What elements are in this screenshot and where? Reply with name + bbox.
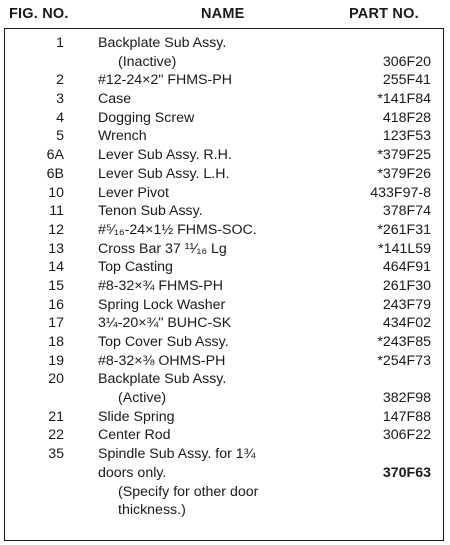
table-row	[0, 54, 450, 73]
part-number: *243F85	[377, 334, 431, 350]
part-number: 370F63	[382, 464, 431, 481]
table-row	[0, 128, 450, 147]
part-name: Lever Pivot	[98, 184, 169, 201]
fig-number: 21	[48, 408, 64, 425]
table-row	[0, 278, 450, 297]
part-number: 261F30	[382, 277, 431, 294]
table-row	[0, 222, 450, 241]
part-name: Wrench	[98, 128, 147, 145]
table-row	[0, 35, 450, 54]
table-row	[0, 465, 450, 484]
part-number: 306F22	[382, 427, 431, 444]
fig-number: 5	[56, 128, 64, 145]
table-row	[0, 427, 450, 446]
part-number: *379F25	[377, 147, 431, 164]
part-number: 464F91	[382, 259, 431, 276]
part-number: *261F31	[377, 221, 431, 238]
part-name: doors only.	[98, 464, 167, 481]
part-name: Backplate Sub Assy.	[98, 35, 227, 51]
part-name: #8-32×¾ FHMS-PH	[98, 277, 223, 294]
part-number: 434F02	[382, 315, 431, 332]
fig-number: 14	[48, 259, 64, 276]
fig-number: 2	[56, 72, 64, 89]
part-number: *141L59	[378, 240, 431, 257]
part-number: 382F98	[382, 390, 431, 407]
fig-number: 15	[48, 277, 64, 294]
fig-number: 13	[48, 240, 64, 257]
table-row	[0, 334, 450, 353]
part-name: Backplate Sub Assy.	[98, 371, 227, 388]
part-number: 243F79	[382, 296, 431, 313]
part-number: *379F26	[377, 165, 431, 182]
part-name: Center Rod	[98, 427, 171, 444]
fig-number: 10	[48, 184, 64, 201]
part-name: (Inactive)	[118, 53, 177, 70]
part-number: *254F73	[377, 352, 431, 369]
table-row	[0, 297, 450, 316]
table-row	[0, 72, 450, 91]
table-row	[0, 91, 450, 110]
part-name: Top Cover Sub Assy.	[98, 334, 229, 350]
header-part-no: PART NO.	[349, 6, 419, 22]
table-row	[0, 185, 450, 204]
table-row	[0, 390, 450, 409]
part-number: 418F28	[382, 109, 431, 126]
table-row	[0, 315, 450, 334]
fig-number: 3	[56, 91, 64, 108]
part-number: 147F88	[382, 408, 431, 425]
table-row	[0, 259, 450, 278]
fig-number: 18	[48, 334, 64, 350]
header-name: NAME	[201, 6, 245, 22]
part-name: Lever Sub Assy. R.H.	[98, 147, 232, 164]
table-row	[0, 484, 450, 503]
table-row	[0, 147, 450, 166]
part-name: Tenon Sub Assy.	[98, 203, 203, 220]
table-row	[0, 166, 450, 185]
part-name: Dogging Screw	[98, 109, 195, 126]
fig-number: 17	[48, 315, 64, 332]
part-number: 378F74	[382, 203, 431, 220]
part-number: *141F84	[377, 91, 431, 108]
table-row	[0, 409, 450, 428]
table-row	[0, 502, 450, 521]
part-name: #8-32×⅜ OHMS-PH	[98, 352, 226, 369]
fig-number: 4	[56, 109, 64, 126]
fig-number: 6A	[46, 147, 64, 164]
table-row	[0, 353, 450, 372]
part-name: (Active)	[118, 390, 167, 407]
part-name: 3¼-20×¾" BUHC-SK	[98, 315, 232, 332]
part-name: (Specify for other door	[118, 483, 259, 500]
part-name: thickness.)	[118, 502, 186, 519]
part-name: Lever Sub Assy. L.H.	[98, 165, 230, 182]
part-name: Top Casting	[98, 259, 173, 276]
table-row	[0, 110, 450, 129]
part-name: Spring Lock Washer	[98, 296, 226, 313]
table-row	[0, 371, 450, 390]
part-number: 306F20	[382, 53, 431, 70]
part-name: Spindle Sub Assy. for 1¾	[98, 446, 256, 463]
part-name: Slide Spring	[98, 408, 175, 425]
fig-number: 16	[48, 296, 64, 313]
parts-table-body	[0, 35, 450, 521]
part-name: Cross Bar 37 ¹¹⁄₁₆ Lg	[98, 240, 227, 257]
table-row	[0, 203, 450, 222]
fig-number: 6B	[46, 165, 64, 182]
fig-number: 19	[48, 352, 64, 369]
fig-number: 35	[48, 446, 64, 463]
part-name: #⁵⁄₁₆-24×1½ FHMS-SOC.	[98, 221, 257, 238]
part-name: Case	[98, 91, 132, 108]
table-row	[0, 241, 450, 260]
fig-number: 20	[48, 371, 64, 388]
part-number: 433F97-8	[370, 184, 431, 201]
part-number: 123F53	[382, 128, 431, 145]
fig-number: 12	[48, 221, 64, 238]
fig-number: 11	[49, 203, 64, 220]
fig-number: 1	[56, 35, 64, 51]
table-row	[0, 446, 450, 465]
header-fig-no: FIG. NO.	[9, 6, 69, 22]
fig-number: 22	[48, 427, 64, 444]
part-number: 255F41	[382, 72, 431, 89]
part-name: #12-24×2" FHMS-PH	[98, 72, 232, 89]
